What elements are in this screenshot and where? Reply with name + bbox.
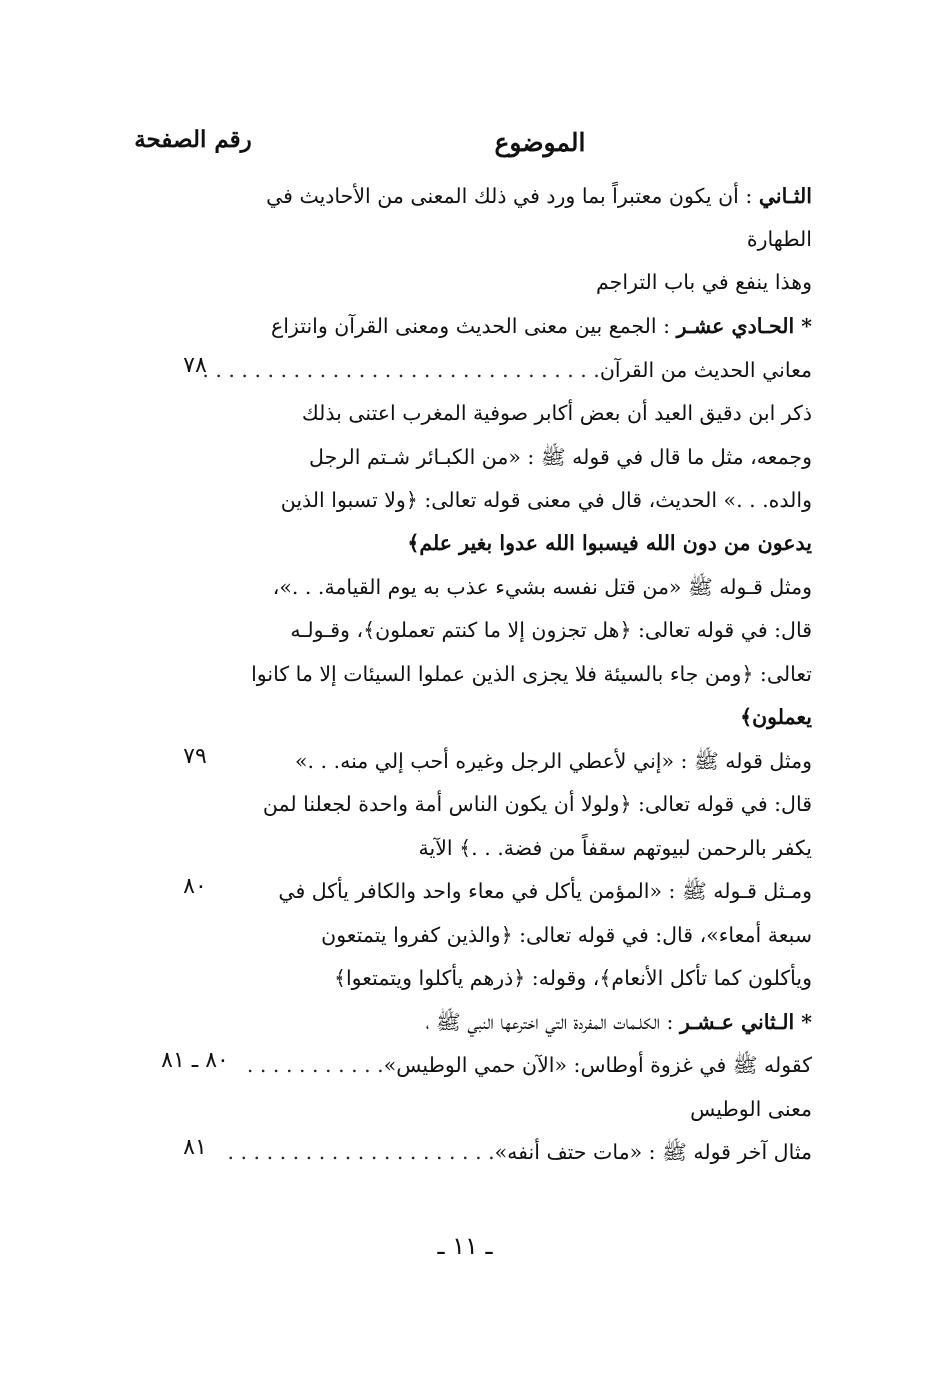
toc-line-text: : الكلـمات المفردة التي اخترعها النبي ﷺ ، [425, 1010, 674, 1034]
toc-line [290, 958, 812, 998]
toc-line-text: ومـثل قـوله ﷺ : «المؤمن يأكل في معاء واحد والكافر يأكل في [278, 879, 812, 903]
toc-line-text: وجمعه، مثل ما قال في قوله ﷺ : «من الكبـائر شـتم الرجل [309, 445, 812, 469]
toc-line-text: وهذا ينفع في باب التراجم [596, 270, 812, 294]
toc-line [262, 784, 812, 824]
toc-line [290, 741, 812, 781]
toc-line-text: والده. . .» الحديث، قال في معنى قوله تعالى: ﴿ولا تسبوا الذين [280, 488, 812, 512]
toc-line-heading: يعملون﴾ [740, 705, 812, 729]
toc-line-heading: يدعون من دون الله فيسبوا الله عدوا بغير علم﴾ [407, 531, 812, 555]
toc-line [290, 219, 812, 259]
toc-line [227, 1132, 812, 1172]
page-ref: ٨٠ [183, 874, 207, 899]
toc-line [202, 350, 812, 390]
page-ref: ٨٠ ـ ٨١ [161, 1048, 229, 1073]
toc-line-text: كقوله ﷺ في غزوة أوطاس: «الآن حمي الوطيس» [383, 1053, 812, 1077]
page-footer-number: ـ ١١ ـ [437, 1232, 493, 1260]
toc-line [266, 176, 812, 216]
toc-line-text: معنى الوطيس [690, 1097, 812, 1121]
toc-line-text: سبعة أمعاء»، قال: في قوله تعالى: ﴿والذين كفروا يتمتعون [321, 923, 812, 947]
toc-line-text: : أن يكون معتبراً بما ورد في ذلك المعنى من الأحاديث في [266, 184, 753, 208]
toc-line [272, 567, 812, 607]
toc-line [290, 610, 812, 650]
toc-line [290, 697, 812, 737]
toc-line-text: قال: في قوله تعالى: ﴿هل تجزون إلا ما كنتم تعملون﴾، وقـولـه [290, 618, 812, 642]
toc-line-text: ذكر ابن دقيق العيد أن بعض أكابر صوفية المغرب اعتنى بذلك [301, 401, 812, 425]
toc-line-text: معاني الحديث من القرآن [599, 358, 812, 382]
toc-line [290, 262, 812, 302]
toc-line [290, 828, 812, 868]
page-ref: ٨١ [183, 1135, 207, 1160]
toc-line-text: تعالى: ﴿ومن جاء بالسيئة فلا يجزى الذين عملوا السيئات إلا ما كانوا [251, 662, 812, 686]
toc-line [271, 306, 812, 346]
toc-line [290, 437, 812, 477]
page-ref: ٧٨ [183, 353, 207, 378]
toc-line [290, 523, 812, 563]
toc-line-heading: * الـثاني عـشـر [679, 1010, 812, 1034]
toc-line-text: مثال آخر قوله ﷺ : «مات حتف أنفه» [494, 1140, 812, 1164]
dot-leader: . . . . . . . . . . . . . . . . . . . . . . . . . . . . . . . [202, 358, 600, 382]
toc-line [290, 1089, 812, 1129]
toc-line-heading: الثـاني [758, 184, 812, 208]
toc-line-text: : الجمع بين معنى الحديث ومعنى القرآن وانتزاع [271, 314, 671, 338]
toc-line [290, 1002, 812, 1042]
toc-line-text: ومثل قوله ﷺ : «إني لأعطي الرجل وغيره أحب إلي منه. . .» [294, 749, 812, 773]
page-ref: ٧٩ [183, 744, 207, 769]
toc-line [280, 480, 812, 520]
toc-line-text: ومثل قـوله ﷺ «من قتل نفسه بشيء عذب به يوم القيامة. . .»، [272, 575, 812, 599]
column-header-topic: الموضوع [494, 128, 586, 157]
dot-leader: . . . . . . . . . . . . . . . . . . . . . [227, 1140, 495, 1164]
toc-line [246, 1045, 812, 1085]
toc-line [251, 654, 812, 694]
toc-line-heading: * الحـادي عشـر [676, 314, 812, 338]
column-header-page-number: رقم الصفحة [134, 126, 252, 153]
toc-line-text: قال: في قوله تعالى: ﴿ولولا أن يكون الناس أمة واحدة لجعلنا لمن [262, 792, 812, 816]
toc-line [278, 871, 812, 911]
toc-line [290, 393, 812, 433]
toc-line [290, 915, 812, 955]
toc-line-text: يكفر بالرحمن لبيوتهم سقفاً من فضة. . .﴾ الآية [418, 836, 812, 860]
toc-line-text: الطهارة [746, 227, 812, 251]
dot-leader: . . . . . . . . . . . [246, 1053, 384, 1077]
toc-line-text: ويأكلون كما تأكل الأنعام﴾، وقوله: ﴿ذرهم يأكلوا ويتمتعوا﴾ [333, 966, 812, 990]
